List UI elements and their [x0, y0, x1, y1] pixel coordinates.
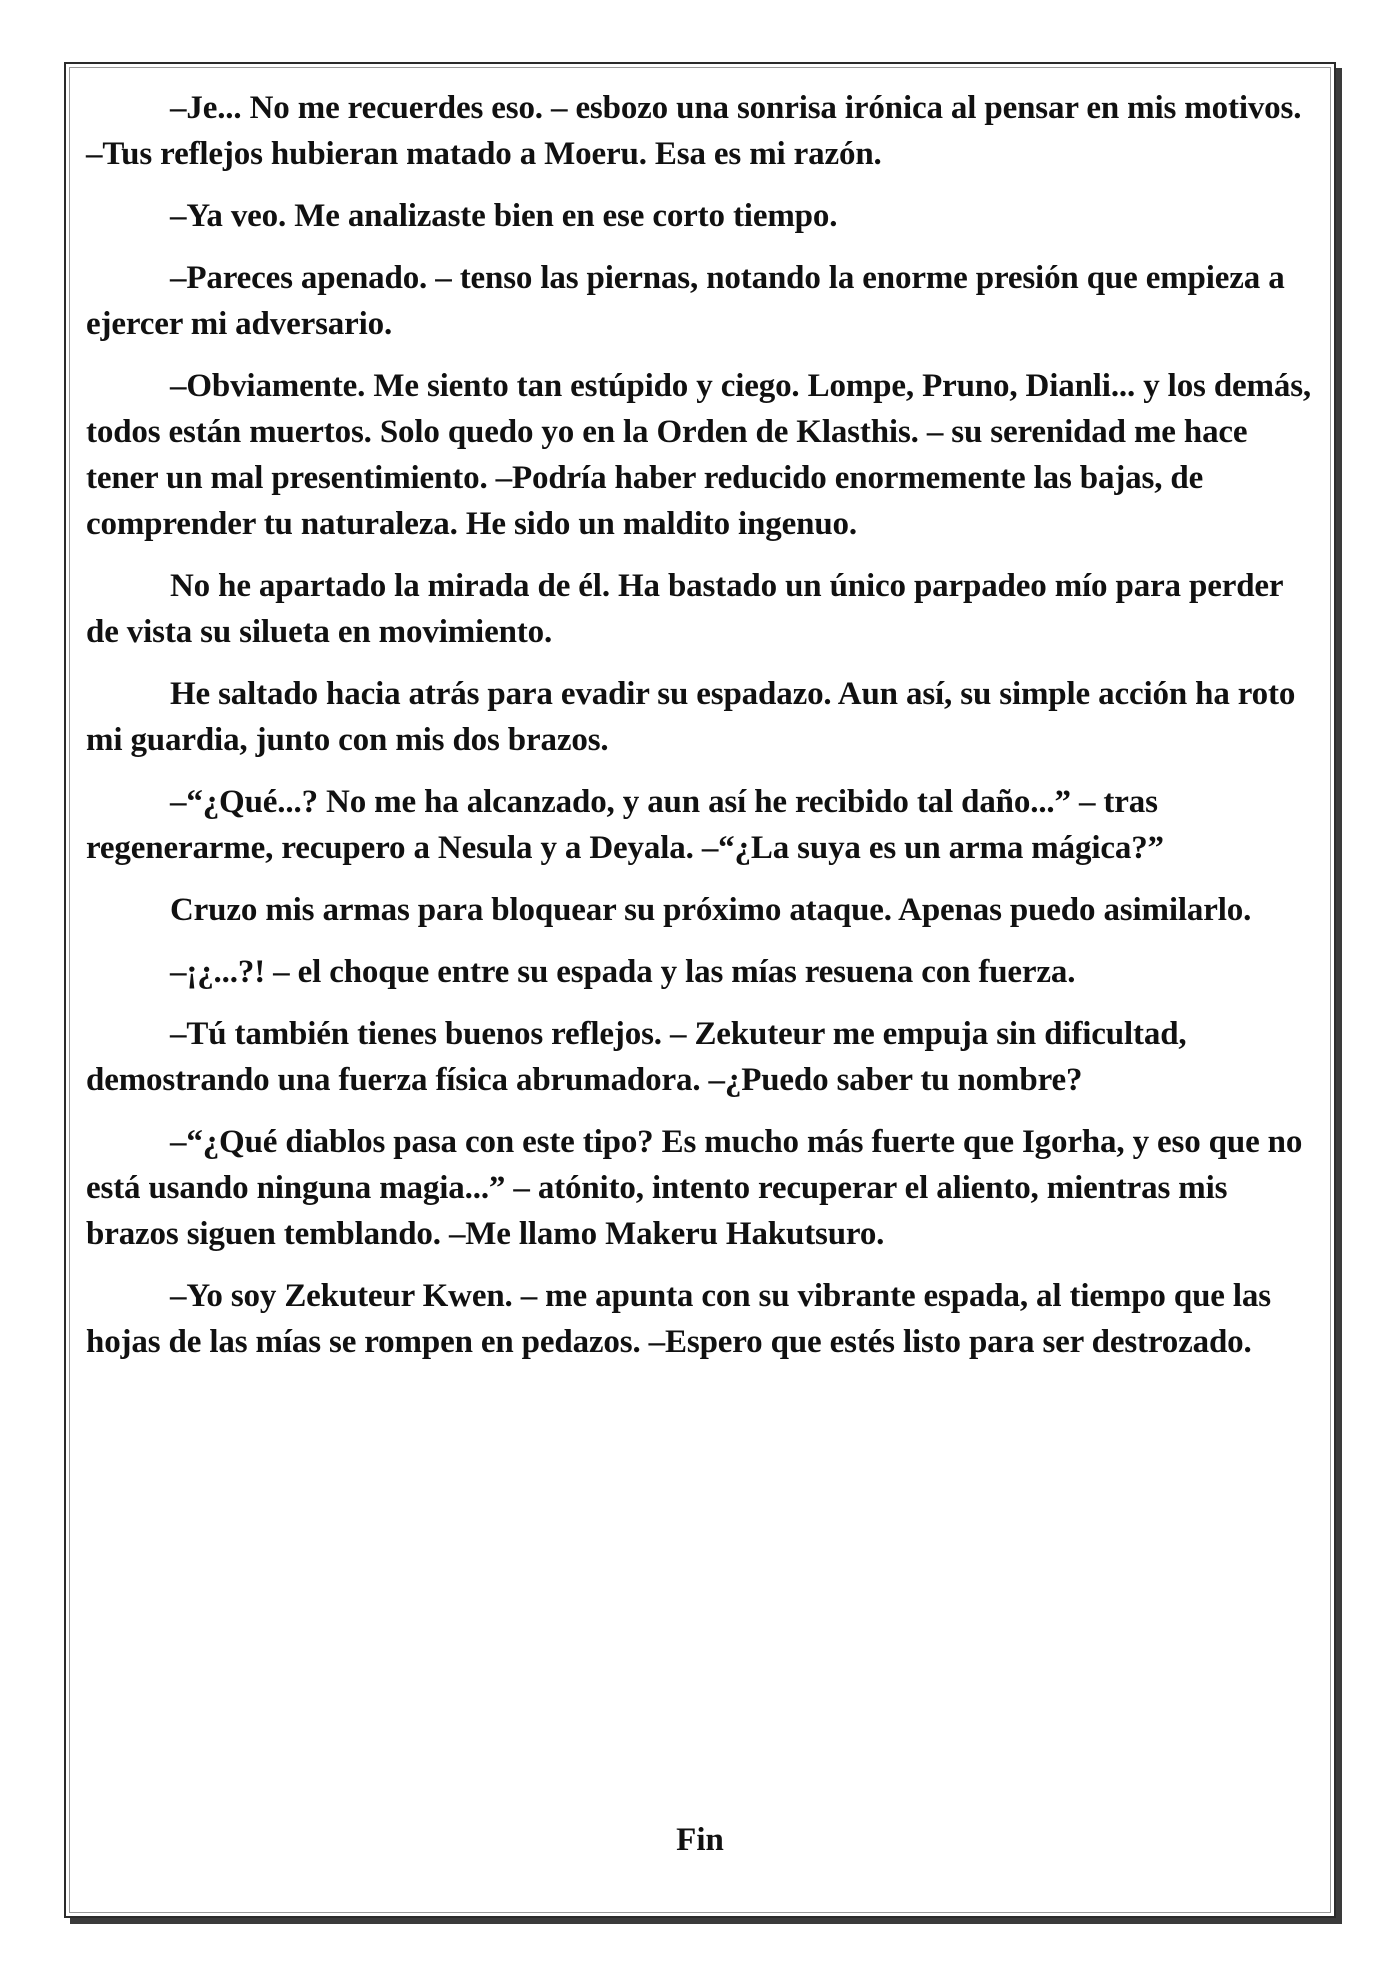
- page-frame: [64, 62, 1336, 1918]
- end-mark: Fin: [676, 1822, 724, 1858]
- paragraph-10: –Tú también tienes buenos reflejos. – Zekuteur me empuja sin dificultad, demostrando una fuerza física abrumadora. –¿Puedo saber tu nombre?: [86, 1016, 1187, 1098]
- paragraph-11: –“¿Qué diablos pasa con este tipo? Es mucho más fuerte que Igorha, y eso que no está usando ninguna magia...” – atónito, intento recuperar el aliento, mientras mis brazos siguen temblando. –Me llamo Makeru Hakutsuro.: [86, 1124, 1303, 1252]
- paragraph-7: –“¿Qué...? No me ha alcanzado, y aun así he recibido tal daño...” – tras regenerarme, recupero a Nesula y a Deyala. –“¿La suya es un arma mágica?”: [86, 784, 1164, 866]
- paragraph-2: –Ya veo. Me analizaste bien en ese corto tiempo.: [170, 198, 838, 234]
- paragraph-5: No he apartado la mirada de él. Ha bastado un único parpadeo mío para perder de vista su silueta en movimiento.: [86, 568, 1283, 650]
- paragraph-1: –Je... No me recuerdes eso. – esbozo una sonrisa irónica al pensar en mis motivos. –Tus reflejos hubieran matado a Moeru. Esa es mi razón.: [86, 90, 1302, 172]
- paragraph-9: –¡¿...?! – el choque entre su espada y las mías resuena con fuerza.: [170, 954, 1076, 990]
- paragraph-6: He saltado hacia atrás para evadir su espadazo. Aun así, su simple acción ha roto mi guardia, junto con mis dos brazos.: [86, 676, 1296, 758]
- story-text: [86, 85, 1312, 1381]
- paragraph-4: –Obviamente. Me siento tan estúpido y ciego. Lompe, Pruno, Dianli... y los demás, todos están muertos. Solo quedo yo en la Orden de Klasthis. – su serenidad me hace tener un mal presentimiento. –Podría haber reducido enormemente las bajas, de comprender tu naturaleza. He sido un maldito ingenuo.: [86, 368, 1312, 542]
- paragraph-12: –Yo soy Zekuteur Kwen. – me apunta con su vibrante espada, al tiempo que las hojas de las mías se rompen en pedazos. –Espero que estés listo para ser destrozado.: [86, 1278, 1271, 1360]
- paragraph-8: Cruzo mis armas para bloquear su próximo ataque. Apenas puedo asimilarlo.: [170, 892, 1252, 928]
- paragraph-3: –Pareces apenado. – tenso las piernas, notando la enorme presión que empieza a ejercer mi adversario.: [86, 260, 1285, 342]
